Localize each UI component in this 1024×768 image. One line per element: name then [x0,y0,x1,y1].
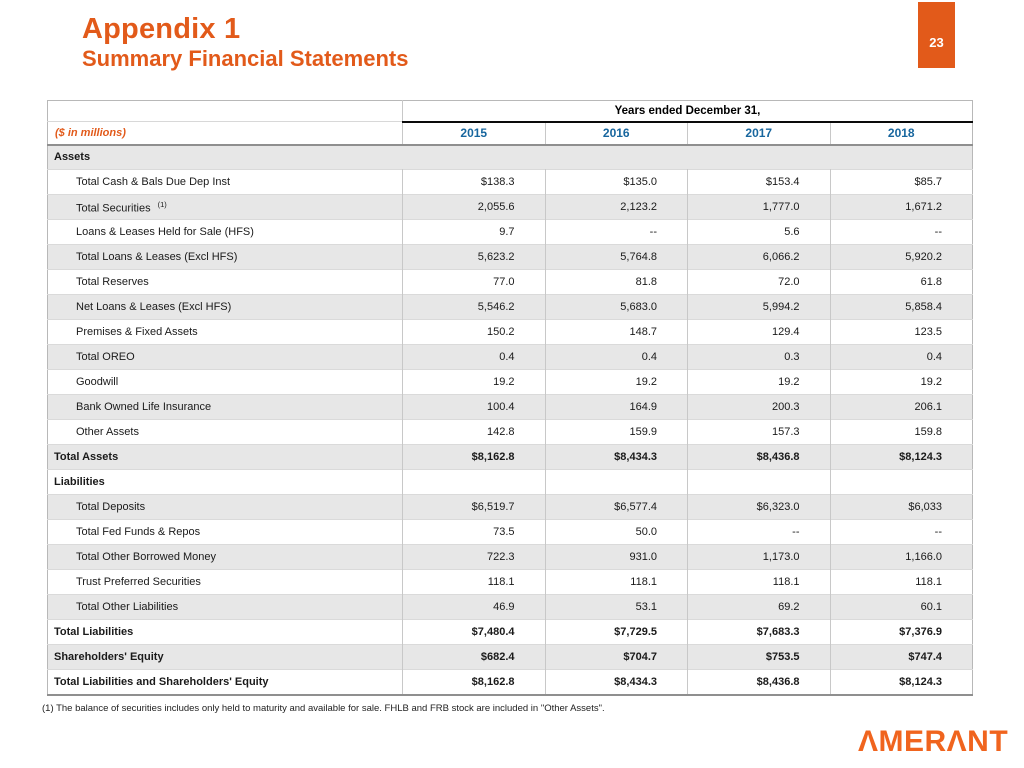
row-label: Premises & Fixed Assets [76,326,198,338]
row-value: 19.2 [403,370,546,395]
row-value: 19.2 [545,370,688,395]
row-value: 0.4 [545,345,688,370]
row-value: 81.8 [545,270,688,295]
row-value: 129.4 [688,320,831,345]
unit-label: ($ in millions) [48,122,403,145]
row-value: 200.3 [688,395,831,420]
row-value: 19.2 [830,370,973,395]
table-row [48,245,973,270]
row-value: 150.2 [403,320,546,345]
table-row [48,395,973,420]
row-value: 9.7 [403,220,546,245]
row-value: 53.1 [545,595,688,620]
row-value: $682.4 [403,645,546,670]
year-header-2017: 2017 [688,122,831,145]
row-value [403,470,546,495]
row-value: 5,623.2 [403,245,546,270]
row-value: -- [688,520,831,545]
row-label: Total Other Liabilities [76,601,179,613]
row-value: $8,436.8 [688,670,831,695]
row-value: $135.0 [545,170,688,195]
row-value: 0.4 [830,345,973,370]
row-label: Total OREO [76,351,135,363]
page-subtitle: Summary Financial Statements [82,46,409,72]
table-row [48,145,973,170]
row-value: 77.0 [403,270,546,295]
row-value: $8,434.3 [545,670,688,695]
row-label: Assets [54,151,91,164]
row-value: 5,683.0 [545,295,688,320]
row-value: 61.8 [830,270,973,295]
row-value [688,470,831,495]
row-value: 1,166.0 [830,545,973,570]
row-label: Total Deposits [76,501,146,513]
row-value: 159.8 [830,420,973,445]
row-label: Total Loans & Leases (Excl HFS) [76,251,238,263]
row-value: -- [830,220,973,245]
row-value: $8,436.8 [688,445,831,470]
row-value: 206.1 [830,395,973,420]
table-row [48,320,973,345]
page-number-badge [918,2,955,68]
row-value: 0.3 [688,345,831,370]
row-label: Total Fed Funds & Repos [76,526,201,538]
row-label: Total Other Borrowed Money [76,551,217,563]
row-value: 1,777.0 [688,195,831,220]
row-value: 157.3 [688,420,831,445]
financial-table-body [48,145,973,695]
row-label: Shareholders' Equity [54,651,164,663]
row-value: $153.4 [688,170,831,195]
row-value: $704.7 [545,645,688,670]
row-value: 118.1 [403,570,546,595]
table-row [48,495,973,520]
row-value [830,470,973,495]
table-row [48,295,973,320]
span-header-row [48,101,973,122]
row-value: 1,173.0 [688,545,831,570]
row-value: $6,577.4 [545,495,688,520]
span-header: Years ended December 31, [403,101,973,122]
row-value: 118.1 [830,570,973,595]
row-value: $7,683.3 [688,620,831,645]
table-row [48,170,973,195]
row-value: 72.0 [688,270,831,295]
row-value: 148.7 [545,320,688,345]
row-value: $85.7 [830,170,973,195]
row-label: Total Assets [54,451,119,463]
year-header-row [48,122,973,145]
table-row [48,570,973,595]
row-label: Other Assets [76,426,139,438]
amerant-logo: ΛMERΛNT [858,725,1009,758]
corner-cell [48,101,403,122]
row-value: 118.1 [688,570,831,595]
row-value: -- [545,220,688,245]
row-value: $7,729.5 [545,620,688,645]
row-value: 5,764.8 [545,245,688,270]
row-value [545,470,688,495]
table-row [48,195,973,220]
table-row [48,670,973,695]
year-header-2015: 2015 [403,122,546,145]
table-row [48,545,973,570]
table-row [48,520,973,545]
title-block [82,13,408,72]
year-header-2016: 2016 [545,122,688,145]
row-value: 5,858.4 [830,295,973,320]
row-value: $8,124.3 [830,670,973,695]
row-label: Goodwill [76,376,119,388]
table-row [48,220,973,245]
row-value: $6,323.0 [688,495,831,520]
table-row [48,470,973,495]
row-value: 69.2 [688,595,831,620]
row-value: 5,546.2 [403,295,546,320]
row-value: 5,920.2 [830,245,973,270]
table-row [48,370,973,395]
table-row [48,620,973,645]
footnote-ref: (1) [157,199,167,209]
row-value: 2,055.6 [403,195,546,220]
row-label: Total Reserves [76,276,149,288]
row-value: 46.9 [403,595,546,620]
row-label: Total Securities $^{(1)}$ [76,199,167,215]
row-value: 6,066.2 [688,245,831,270]
page-title: Appendix 1 [82,13,241,45]
row-label: Total Liabilities and Shareholders' Equity [54,675,269,688]
row-value: $747.4 [830,645,973,670]
table-row [48,595,973,620]
row-label: Loans & Leases Held for Sale (HFS) [76,226,254,238]
row-value: 50.0 [545,520,688,545]
table-row [48,345,973,370]
row-value: $7,376.9 [830,620,973,645]
table-row [48,645,973,670]
row-label: Total Liabilities [54,626,134,638]
row-value: 159.9 [545,420,688,445]
row-label: Total Cash & Bals Due Dep Inst [76,176,231,188]
row-value: 5.6 [688,220,831,245]
row-value: 931.0 [545,545,688,570]
row-value: 722.3 [403,545,546,570]
row-value: 19.2 [688,370,831,395]
row-value: 1,671.2 [830,195,973,220]
row-value: 73.5 [403,520,546,545]
financial-table [47,100,973,696]
row-value: 5,994.2 [688,295,831,320]
row-label: Bank Owned Life Insurance [76,401,212,413]
row-value: $8,162.8 [403,445,546,470]
year-header-2018: 2018 [830,122,973,145]
row-value: $138.3 [403,170,546,195]
row-value: $6,033 [830,495,973,520]
table-row [48,420,973,445]
row-value: $6,519.7 [403,495,546,520]
row-value: 164.9 [545,395,688,420]
row-value: -- [830,520,973,545]
row-value: $753.5 [688,645,831,670]
row-value: 118.1 [545,570,688,595]
row-label: Net Loans & Leases (Excl HFS) [76,301,232,313]
row-value: $7,480.4 [403,620,546,645]
row-value: $8,124.3 [830,445,973,470]
row-value: 142.8 [403,420,546,445]
row-value: 123.5 [830,320,973,345]
row-value: $8,162.8 [403,670,546,695]
financial-table-container [47,100,973,696]
row-value: 0.4 [403,345,546,370]
row-label: Liabilities [54,476,105,488]
footnote: (1) The balance of securities includes only held to maturity and available for sale. FHLB and FRB stock are included in "Other Assets". [42,703,605,714]
page-number: 23 [929,34,944,50]
row-value: 60.1 [830,595,973,620]
table-row [48,270,973,295]
row-value: 2,123.2 [545,195,688,220]
row-value: $8,434.3 [545,445,688,470]
table-row [48,445,973,470]
row-value: 100.4 [403,395,546,420]
row-label: Trust Preferred Securities [76,576,201,588]
